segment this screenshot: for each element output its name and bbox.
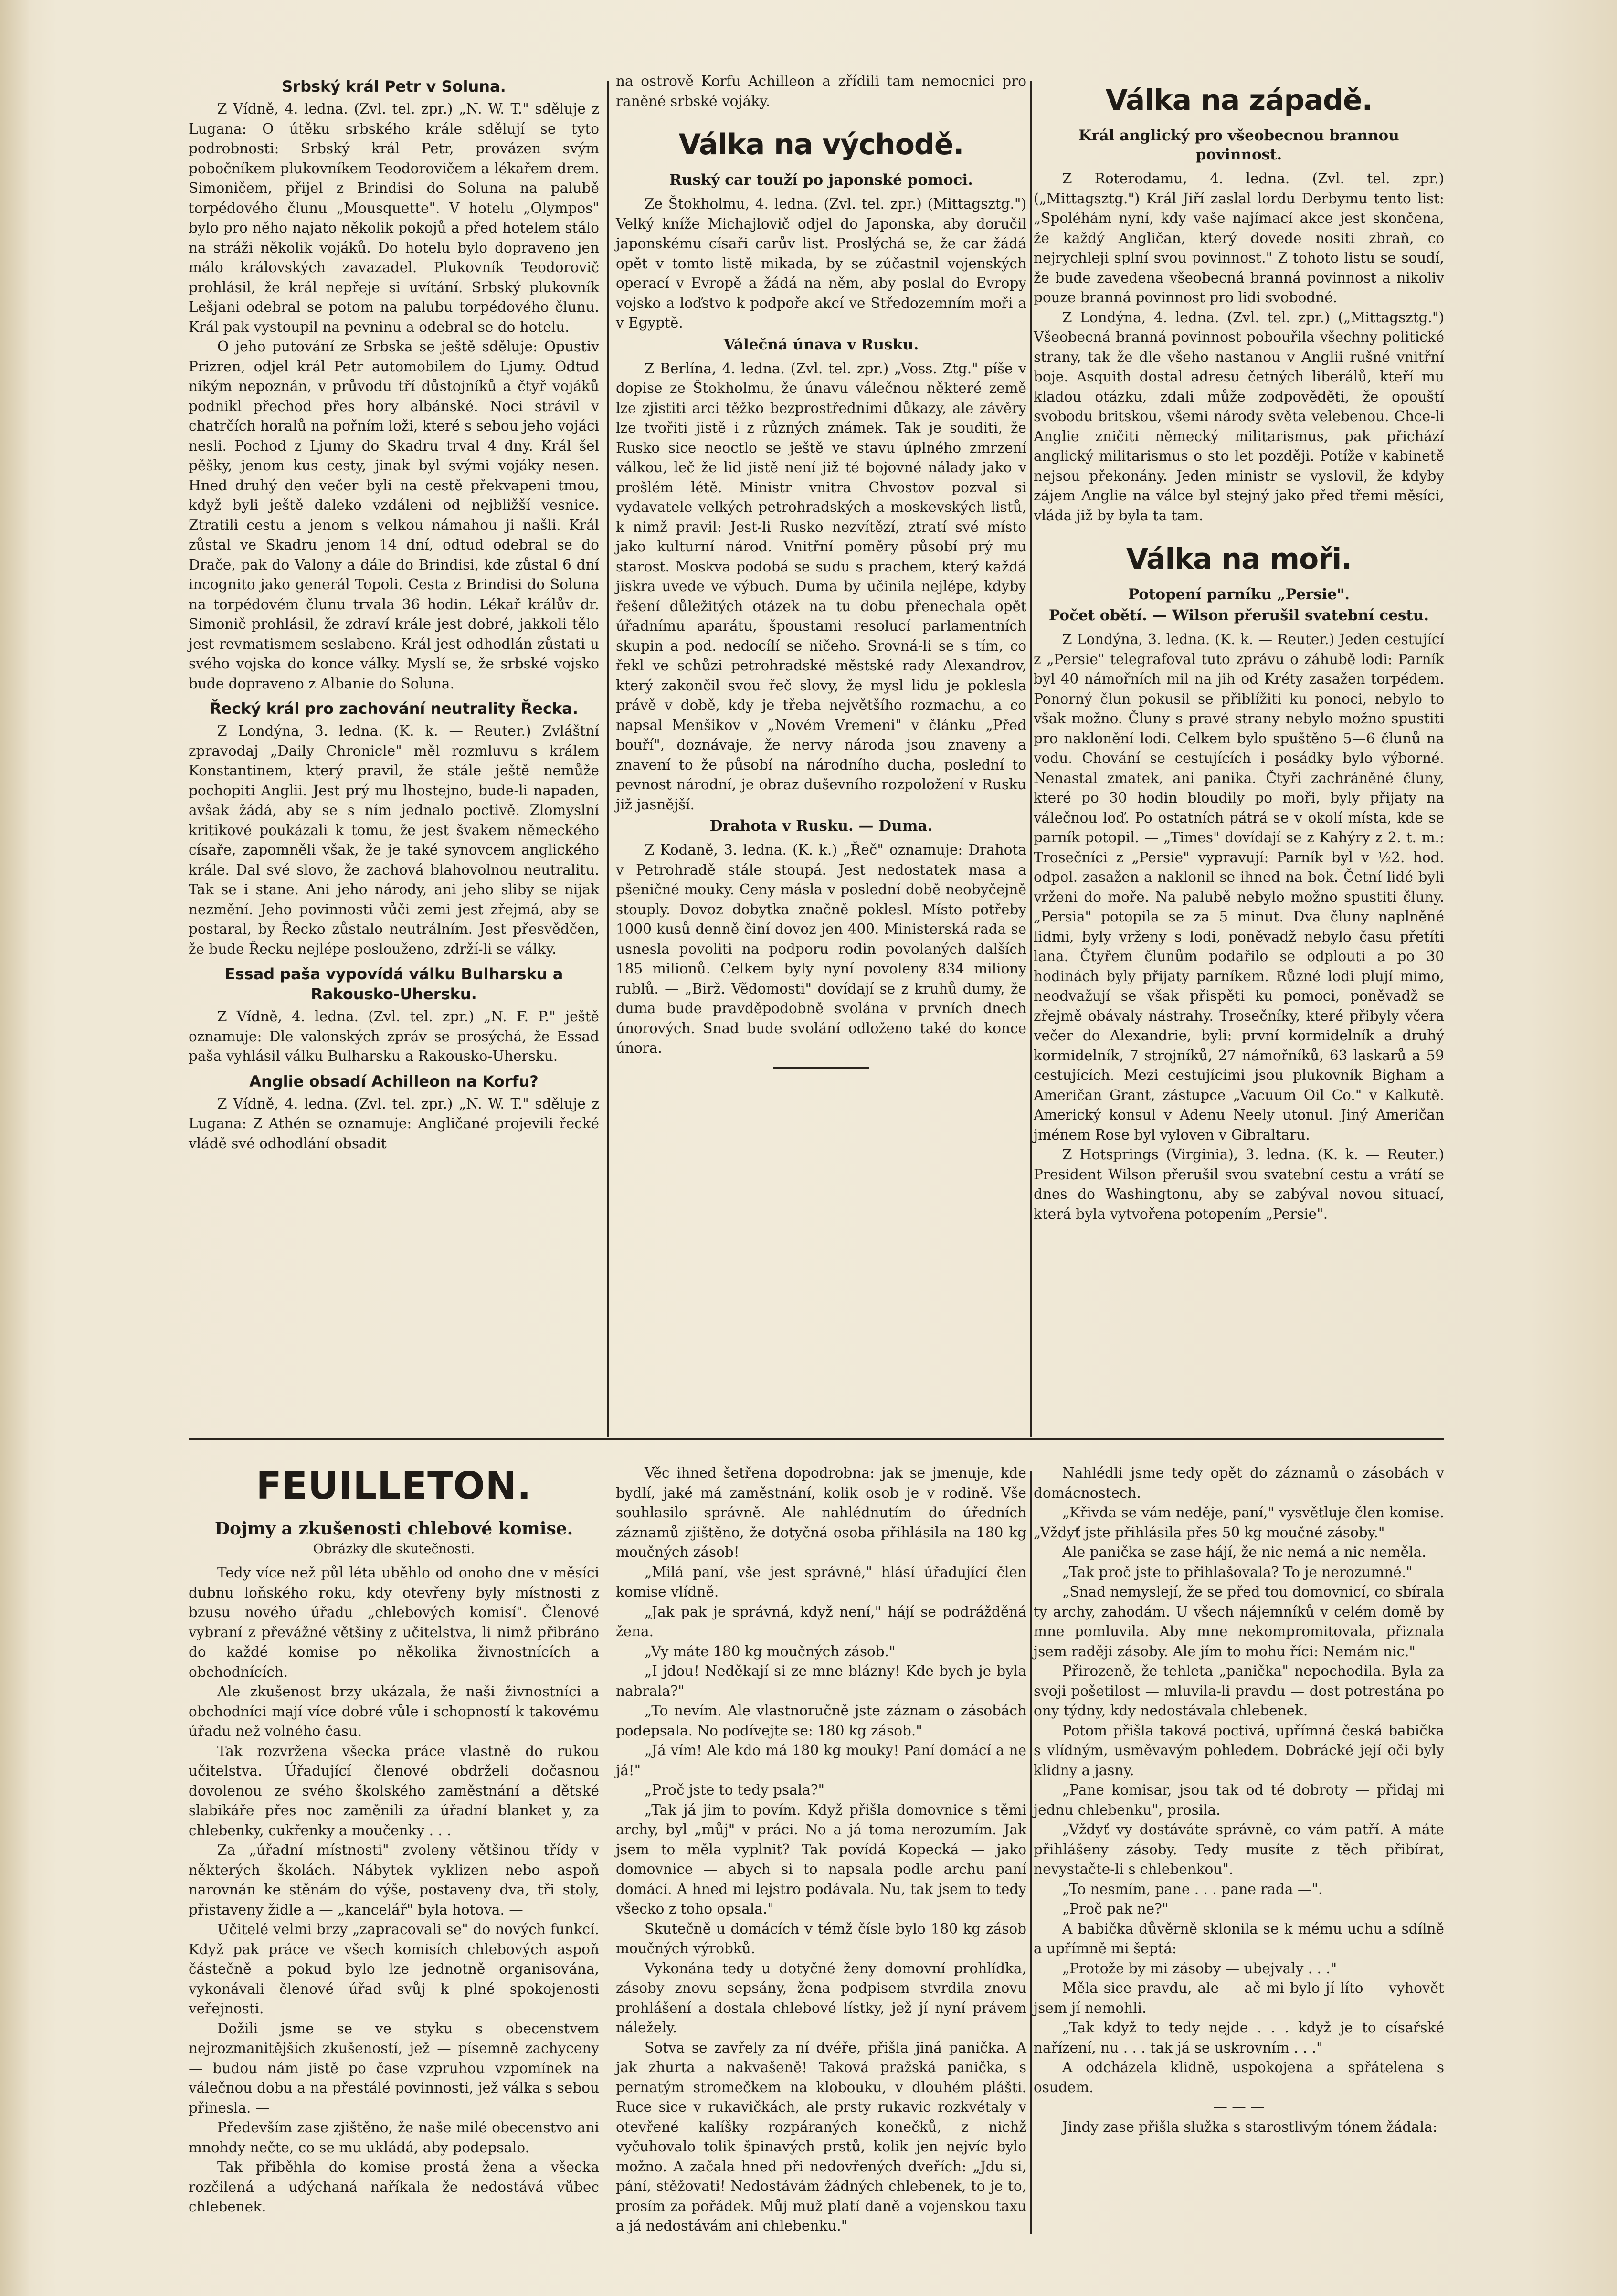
section-heading: Válka na moři. (1126, 542, 1352, 576)
feuilleton-paragraph: „Tak když to tedy nejde . . . když je to císařské nařízení, nu . . . tak já se uskrovním . . ." (1034, 2020, 1444, 2056)
article-heading: Ruský car touží po japonské pomoci. (669, 171, 973, 189)
short-divider (773, 1067, 869, 1069)
feuilleton-paragraph: Jindy zase přišla služka s starostlivým tónem žádala: (1062, 2118, 1437, 2135)
article-paragraph: Z Berlína, 4. ledna. (Zvl. tel. zpr.) „Voss. Ztg." píše v dopise ze Štokholmu, že únavu válečnou některé země lze zjistiti arci těžko bezprostředními důkazy, ale závěry lze tvořiti jistě i z různých známek. Tak je souditi, že Rusko sice neoctlo se ještě ve stavu úplného zmrzení válkou, leč že lid jistě není již té bojovné nálady jako v prošlém létě. Ministr vnitra Chvostov pozval si vydavatele velkých petrohradských a moskevských listů, k nimž pravil: Jest-li Rusko nezvítězí, ztratí své místo jako kulturní národ. Vnitřní poměry působí prý mu starost. Moskva podobá se sudu s prachem, který každá jiskra uvede ve výbuch. Duma by učinila nejlépe, kdyby řešení důležitých otázek na tu dobu přenechala opět úřadnímu aparátu, špoustami resolucí parlamentních skupin a pod. nedocílí se ničeho. Srovná-li se s tím, co řekl ve schůzi petrohradské městské rady Alexandrov, který zakončil svou řeč slovy, že mysl lidu je poklesla právě v době, kdy je třeba největšího rozmachu, a co napsal Menšikov v „Novém Vremeni" v článku „Před bouří", doznávaje, že nervy národa jsou znaveny a znavení to že působí na národního ducha, poslední to pevnost národní, je obraz duševního rozpoložení v Rusku již jasnější. (616, 360, 1026, 813)
article-continuation: na ostrově Korfu Achilleon a zřídili tam nemocnici pro raněné srbské vojáky. (616, 73, 1026, 109)
feuilleton-paragraph: Především zase zjištěno, že naše milé obecenstvo ani mnohdy nečte, co se mu ukládá, aby podepsalo. (189, 2119, 599, 2156)
column-rule (1030, 81, 1032, 1437)
feuilleton-paragraph: „Pane komisar, jsou tak od té dobroty — přidaj mi jednu chlebenku", prosila. (1034, 1782, 1444, 1818)
article-paragraph: Z Vídně, 4. ledna. (Zvl. tel. zpr.) „N. F. P." ještě oznamuje: Dle valonských zpráv se prosýchá, že Essad paša vyhlásil válku Bulharsku a Rakousko-Uhersku. (189, 1008, 599, 1064)
feuilleton-paragraph: Tak přiběhla do komise prostá žena a všecka rozčilená a udýchaná naříkala že nedostává vůbec chlebenek. (189, 2159, 599, 2215)
feuilleton-paragraph: Přirozeně, že tehleta „panička" nepochodila. Byla za svoji pošetilost — mluvila-li pravdu — dost potrestána po ony týdny, kdy nedostávala chlebenek. (1034, 1663, 1444, 1719)
article-paragraph: Z Londýna, 4. ledna. (Zvl. tel. zpr.) („Mittagsztg.") Všeobecná branná povinnost pobouřila všechny politické strany, tak že dle všeho nastanou v Anglii rušné vnitřní boje. Asquith dostal adresu četných liberálů, kteří mu kladou otázku, zdali může zodpověděti, že opouští svobodu britskou, všemi národy světa velebenou. Chce-li Anglie zničiti německý militarismus, pak přichází anglický militarismus o sto let později. Potíže v kabinetě nejsou překonány. Jeden ministr se vyslovil, že kdyby zájem Anglie na válce byl stejný jako před třemi měsíci, vláda již by byla ta tam. (1034, 309, 1444, 524)
column-right (1034, 72, 1444, 1224)
article-paragraph: O jeho putování ze Srbska se ještě sděluje: Opustiv Prizren, odjel král Petr automobilem do Ljumy. Odtud nikým nepoznán, v průvodu tří důstojníků a čtyř vojáků podnikl přechod přes hory albánské. Noci strávil v chatrčích horalů na pořním loži, které s sebou jeho vojáci nesli. Pochod z Ljumy do Skadru trval 4 dny. Král šel pěšky, jenom kus cesty, jinak byl svými vojáky nesen. Hned druhý den večer byli na cestě překvapeni tmou, když byli ještě daleko vzdáleni od nejbližší vesnice. Ztratili cestu a jenom s velkou námahou ji našli. Král zůstal ve Skadru jenom 14 dní, odtud odebral se do Drače, pak do Valony a dále do Brindisi, kde zůstal 6 dní incognito jako generál Topoli. Cesta z Brindisi do Soluna na torpédovém člunu trvala 36 hodin. Lékař králův dr. Simonič prohlásil, že zdraví krále jest dobré, jakkoli tělo jest revmatismem seslabeno. Král jest odhodlán zůstati u svého vojska do konce války. Myslí se, že srbské vojsko bude dopraveno z Albanie do Soluna. (189, 339, 599, 692)
feuilleton-paragraph: „Tak proč jste to přihlašovala? To je nerozumné." (1062, 1564, 1413, 1580)
article-heading: Válečná únava v Rusku. (723, 336, 919, 353)
section-heading: Válka na západě. (1105, 84, 1373, 117)
feuilleton-subtitle: Obrázky dle skutečnosti. (313, 1542, 475, 1556)
feuilleton-paragraph: „Vy máte 180 kg moučných zásob." (645, 1643, 896, 1660)
feuilleton-paragraph: Sotva se zavřely za ní dvéře, přišla jiná panička. A jak zhurta a nakvašeně! Taková pražská panička, s pernatým stromečkem na klobouku, v dlouhém plášti. Ruce sice v rukavičkách, ale prsty rukavic rozkvétaly v otevřené kalíšky rozpáraných konečků, z nichž vyčuhovalo tolik špinavých prstů, kolik jen nejvíc bylo možno. A začala hned při nedovřených dveřích: „Jdu si, pání, stěžovati! Nedostávám žádných chlebenek, to je to, prosím za pořádek. Můj muž platí daně a vojenskou taxu a já nedostávám ani chlebenku." (616, 2039, 1026, 2234)
feuilleton-paragraph: „Křivda se vám neděje, paní," vysvětluje člen komise. „Vždyť jste přihlásila přes 50 kg moučné zásoby." (1034, 1504, 1444, 1541)
article-heading: Řecký král pro zachování neutrality Řecka. (210, 699, 578, 718)
feuilleton-paragraph: „Jak pak je správná, když není," hájí se podrážděná žena. (616, 1603, 1026, 1640)
feuilleton-divider (189, 1438, 1444, 1440)
feuilleton-paragraph: Za „úřadní místnosti" zvoleny většinou třídy v některých školách. Nábytek vyklizen nebo aspoň narovnán ke stěnám do výše, postaveny dva, tři stoly, přistaveny židle a — „kancelář" byla hotova. — (189, 1842, 599, 1918)
feuilleton-section (189, 1447, 599, 2217)
scene-break: — — — (1213, 2099, 1265, 2115)
feuilleton-title: Dojmy a zkušenosti chlebové komise. (214, 1519, 573, 1539)
feuilleton-paragraph: „To nesmím, pane . . . pane rada —". (1062, 1881, 1323, 1897)
article-paragraph: Z Roterodamu, 4. ledna. (Zvl. tel. zpr.) („Mittagsztg.") Král Jiří zaslal lordu Derbymu tento list: „Spoléhám nyní, kdy vaše najímací akce jest skončena, že každý Angličan, který dovede nositi zbraň, co nejrychleji splní svou povinnost." Z tohoto listu se soudí, že bude zavedena všeobecná branná povinnost a nikoliv pouze branná povinnost pro lidi svobodné. (1034, 170, 1444, 306)
article-paragraph: Z Kodaně, 3. ledna. (K. k.) „Řeč" oznamuje: Drahota v Petrohradě stále stoupá. Jest nedostatek masa a pšeničné mouky. Ceny másla v poslední době neobyčejně stouply. Dovoz dobytka značně poklesl. Místo potřeby 1000 kusů denně činí dovoz jen 400. Ministerská rada se usnesla povoliti na podporu rodin povolaných dalších 185 milionů. Celkem byly nyní povoleny 834 miliony rublů. — „Birž. Vědomosti" dovídají se z kruhů dumy, že duma bude pravděpodobně svolána v prvních dnech únorových. Snad bude svolání odloženo také do konce února. (616, 842, 1026, 1056)
column-rule (1030, 1471, 1032, 2234)
feuilleton-paragraph: A babička důvěrně sklonila se k mému uchu a sdílně a upřímně mi šeptá: (1034, 1920, 1444, 1957)
article-heading: Král anglický pro všeobecnou brannou povinnost. (1078, 127, 1399, 163)
feuilleton-paragraph: Skutečně u domácích v témž čísle bylo 180 kg zásob moučných výrobků. (616, 1920, 1026, 1957)
column-rule (607, 81, 609, 1437)
feuilleton-paragraph: Tak rozvržena všecka práce vlastně do rukou učitelstva. Úřadující členové obdrželi dočasnou dovolenou ze svého školského zaměstnání a dětské slabikáře přes noc zaměnili za úřadní blanket y, za chlebenky, cukřenky a moučenky . . . (189, 1743, 599, 1839)
feuilleton-paragraph: „Milá paní, vše jest správné," hlásí úřadující člen komise vlídně. (616, 1564, 1026, 1600)
feuilleton-paragraph: „Já vím! Ale kdo má 180 kg mouky! Paní domácí a ne já!" (616, 1742, 1026, 1778)
feuilleton-paragraph: Vykonána tedy u dotyčné ženy domovní prohlídka, zásoby znovu sepsány, žena podpisem stvrdila znovu prohlášení a dostala chlebové lístky, jež jí nyní právem náležely. (616, 1960, 1026, 2036)
article-heading: Srbský král Petr v Soluna. (282, 77, 506, 95)
feuilleton-paragraph: Potom přišla taková poctivá, upřímná česká babička s vlídným, usměvavým pohledem. Dobrácké její oči byly klidny a jasny. (1034, 1722, 1444, 1778)
feuilleton-paragraph: „To nevím. Ale vlastnoručně jste záznam o zásobách podepsala. No podívejte se: 180 kg zásob." (616, 1703, 1026, 1739)
article-paragraph: Z Vídně, 4. ledna. (Zvl. tel. zpr.) „N. W. T." sděluje z Lugana: O útěku srbského krále sdělují se tyto podrobnosti: Srbský král Petr, provázen svým pobočníkem plukovníkem Teodorovičem a lékařem drem. Simoničem, přijel z Brindisi do Soluna na palubě torpédového člunu „Mousquette". V hotelu „Olympos" bylo pro něho najato několik pokojů a před hotelem stálo na stráži několik vojáků. Do hotelu bylo dopraveno jen málo královských zavazadel. Plukovník Teodorovič prohlásil, že král nepřeje si uvítání. Srbský plukovník Lešjani odebral se potom na palubu torpédového člunu. Král pak vystoupil na pevninu a odebral se do hotelu. (189, 101, 599, 335)
section-heading: Válka na východě. (678, 128, 964, 161)
article-heading: Anglie obsadí Achilleon na Korfu? (249, 1072, 539, 1090)
feuilleton-paragraph: „Proč pak ne?" (1062, 1901, 1169, 1917)
feuilleton-paragraph: Ale panička se zase hájí, že nic nemá a nic neměla. (1062, 1544, 1427, 1560)
article-paragraph: Ze Štokholmu, 4. ledna. (Zvl. tel. zpr.) (Mittagsztg.") Velký kníže Michajlovič odjel do Japonska, aby doručil japonskému císaři carův list. Proslýchá se, že car žádá opět v tomto listě mikada, by se zúčastnil vojenských operací v Evropě a žádá na něm, aby poslal do Evropy vojsko a loďstvo k podpoře akcí ve Středozemním moři a v Egyptě. (616, 196, 1026, 331)
feuilleton-label: FEUILLETON. (256, 1465, 532, 1508)
feuilleton-paragraph: Věc ihned šetřena dopodrobna: jak se jmenuje, kde bydlí, jaké má zaměstnání, kolik osob je v rodině. Vše souhlasilo správně. Ale nahlédnutím do úředních záznamů zjištěno, že dotyčná osoba přihlásila na 180 kg moučných zásob! (616, 1465, 1026, 1560)
article-paragraph: Z Hotsprings (Virginia), 3. ledna. (K. k. — Reuter.) President Wilson přerušil svou svatební cestu a vrátí se dnes do Washingtonu, aby se zabýval novou situací, která byla vytvořena potopením „Persie". (1034, 1146, 1444, 1222)
article-paragraph: Z Londýna, 3. ledna. (K. k. — Reuter.) Zvláštní zpravodaj „Daily Chronicle" měl rozmluvu s králem Konstantinem, který pravil, že stále ještě nemůže pochopiti Anglii. Jest prý mu lhostejno, bude-li napaden, avšak žádá, aby se s ním jednalo poctivě. Zlomyslní kritikové poukázali k tomu, že jest švakem německého císaře, zapomněli však, že je také synovcem anglického krále. Dal své slovo, že zachová blahovolnou neutralitu. Tak se i stane. Ani jeho národy, ani jeho sliby se nijak nezmění. Jeho povinnosti vůči zemi jest zřejmá, aby se postaral, by Řecko zůstalo neutrálním. Jest přesvědčen, že bude Řecku nejlépe poslouženo, zdrží-li se války. (189, 723, 599, 957)
feuilleton-paragraph: „Protože by mi zásoby — ubejvaly . . ." (1062, 1960, 1337, 1977)
feuilleton-paragraph: Měla sice pravdu, ale — ač mi bylo jí líto — vyhovět jsem jí nemohli. (1034, 1980, 1444, 2016)
feuilleton-paragraph: „Vždyť vy dostáváte správně, co vám patří. A máte přihlášeny zásoby. Tedy musíte z těch přibírat, nevystačte-li s chlebenkou". (1034, 1821, 1444, 1877)
feuilleton-paragraph: Učitelé velmi brzy „zapracovali se" do nových funkcí. Když pak práce ve všech komisích chlebových aspoň částečně a pokud bylo lze jednotně organisována, vykonávali členové úřad svůj k plné spokojenosti veřejnosti. (189, 1921, 599, 2017)
column-middle (616, 72, 1026, 1078)
article-heading: Drahota v Rusku. — Duma. (709, 817, 933, 835)
feuilleton-column-middle (616, 1463, 1026, 2236)
feuilleton-paragraph: „Proč jste to tedy psala?" (645, 1782, 825, 1798)
article-paragraph: Z Londýna, 3. ledna. (K. k. — Reuter.) Jeden cestující z „Persie" telegrafoval tuto zprávu o záhubě lodi: Parník byl 40 námořních mil na jih od Kréty zasažen torpédem. Ponorný člun pokusil se přiblížiti ku ponoci, nebylo to však možno. Čluny s pravé strany nebylo možno spustiti pro naklonění lodi. Celkem bylo spuštěno 5—6 člunů na vodu. Chování se cestujících i posádky bylo výborné. Nenastal zmatek, ani panika. Čtyři zachráněné čluny, které po 30 hodin bloudily po moři, byly přijaty na válečnou loď. Po ostatních pátrá se v okolí místa, kde se parník potopil. — „Times" dovídají se z Kahýry z 2. t. m.: Trosečníci z „Persie" vypravují: Parník byl v ½2. hod. odpol. zasažen a naklonil se ihned na bok. Četní lidé byli vrženi do moře. Na palubě nebylo možno spustiti čluny. „Persia" potopila se za 5 minut. Dva čluny naplněné lidmi, byly vrženy s lodi, poněvadž nebylo času přetíti lana. Čtyřem člunům podařilo se odplouti a po 30 hodinách byly přijaty parníkem. Různé lodi plují mimo, neodvažují se však přispěti ku pomoci, poněvadž se zřejmě obávaly nástrahy. Trosečníky, které přibyly včera večer do Alexandrie, byli: první kormidelník a druhý kormidelník, 7 strojníků, 27 námořníků, 63 laskarů a 59 cestujících. Mezi cestujícími jsou plukovník Bigham a Američan Grant, zástupce „Vacuum Oil Co." v Kalkutě. Americký konsul v Adenu Neely utonul. Jiný Američan jménem Rose byl vyloven v Gibraltaru. (1034, 631, 1444, 1143)
column-left (189, 72, 599, 1153)
page-edge (0, 0, 29, 2296)
feuilleton-paragraph: Dožili jsme se ve styku s obecenstvem nejrozmanitějších zkušeností, jež — písemně zachyceny — budou nám jistě po čase vzpruhou vzpomínek na válečnou dobu a na přestálé povinnosti, jež válka s sebou přinesla. — (189, 2020, 599, 2116)
feuilleton-column-right (1034, 1463, 1444, 2137)
article-heading: Essad paša vypovídá válku Bulharsku a Rakousko-Uhersku. (224, 965, 563, 1003)
feuilleton-paragraph: „Snad nemyslejí, že se před tou domovnicí, co sbírala ty archy, zahodám. U všech nájemníků v celém domě by mne pomluvila. Aby mne nekompromitovala, přiznala jsem raději zásoby. Ale jím to mohu říci: Nemám nic." (1034, 1584, 1444, 1660)
feuilleton-paragraph: Tedy více než půl léta uběhlo od onoho dne v měsíci dubnu loňského roku, kdy otevřeny byly místnosti z bzusu nového úřadu „chlebových komisí". Členové vybraní z převážné většiny z učitelstva, li nimž přibráno do každé komise po několika živnostnících a obchodnících. (189, 1565, 599, 1680)
feuilleton-paragraph: Nahlédli jsme tedy opět do záznamů o zásobách v domácnostech. (1034, 1465, 1444, 1501)
article-subheading: Počet obětí. — Wilson přerušil svatební cestu. (1048, 607, 1429, 624)
feuilleton-paragraph: Ale zkušenost brzy ukázala, že naši živnostníci a obchodníci mají více dobré vůle i schopností k takovému úřadu než volného času. (189, 1683, 599, 1739)
article-heading: Potopení parníku „Persie". (1128, 586, 1350, 603)
feuilleton-paragraph: „Tak já jim to povím. Když přišla domovnice s těmi archy, byl „můj" v práci. No a já toma nerozumím. Jak jsem to měla vyplnit? Tak povídá Kopecká — jako domovnice — abych si to napsala podle archu paní domácí. A hned mi lejstro podávala. Nu, tak jsem to tedy všecko z toho opsala." (616, 1801, 1026, 1917)
feuilleton-paragraph: „I jdou! Neděkají si ze mne blázny! Kde bych je byla nabrala?" (616, 1663, 1026, 1699)
feuilleton-paragraph: A odcházela klidně, uspokojena a spřátelena s osudem. (1034, 2059, 1444, 2095)
article-paragraph: Z Vídně, 4. ledna. (Zvl. tel. zpr.) „N. W. T." sděluje z Lugana: Z Athén se oznamuje: Angličané projevili řecké vládě své odhodlání obsadit (189, 1095, 599, 1152)
